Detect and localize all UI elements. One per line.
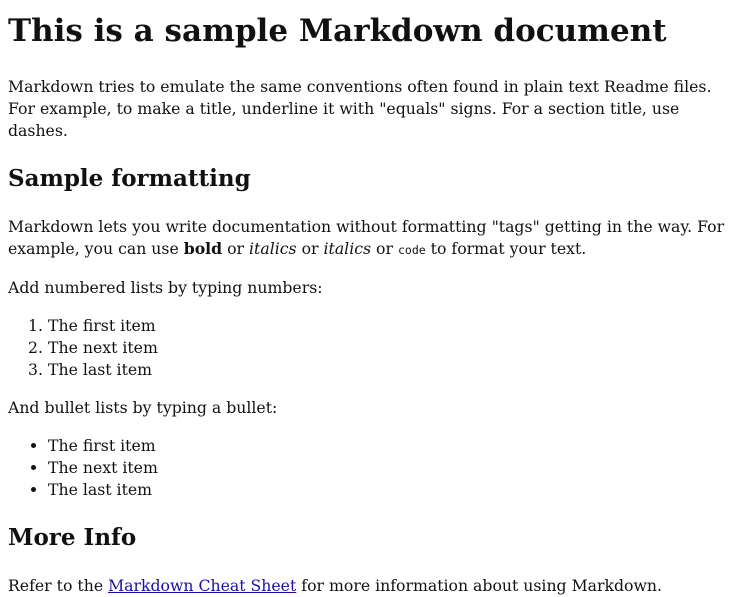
list-item: 1. The first item [48, 315, 742, 337]
bullet-list-intro: And bullet lists by typing a bullet: [8, 398, 278, 417]
list-item: • The first item [48, 435, 742, 457]
list-item: • The next item [48, 457, 742, 479]
bold-text: bold [183, 239, 223, 258]
numbered-list-intro: Add numbered lists by typing numbers: [8, 278, 323, 297]
section-heading-more-info: More Info [8, 524, 137, 551]
formatting-text-after: to format your text. [425, 239, 587, 258]
more-info-text-after: for more information about using Markdown. [296, 576, 663, 595]
inline-code: code [397, 243, 426, 257]
section-heading-sample-formatting: Sample formatting [8, 165, 251, 192]
more-info-paragraph [8, 575, 742, 597]
cheat-sheet-link[interactable]: Markdown Cheat Sheet [108, 576, 297, 595]
connector-text: or [296, 239, 324, 258]
list-item: 3. The last item [48, 359, 742, 381]
formatting-paragraph [8, 216, 742, 261]
document-title: This is a sample Markdown document [8, 13, 667, 49]
list-item: • The last item [48, 479, 742, 501]
connector-text: or [371, 239, 398, 258]
italic-text: italics [249, 239, 297, 258]
numbered-list [8, 315, 742, 381]
list-item: 2. The next item [48, 337, 742, 359]
bullet-list [8, 435, 742, 501]
intro-paragraph: Markdown tries to emulate the same conventions often found in plain text Readme files. For example, to make a title, underline it with "equals" signs. For a section title, use dashes. [8, 77, 712, 140]
italic-text: italics [323, 239, 372, 258]
more-info-text-before: Refer to the [8, 576, 109, 595]
connector-text: or [222, 239, 250, 258]
formatting-text-before: Markdown lets you write documentation without formatting "tags" getting in the way. For example, you can use [8, 217, 725, 258]
